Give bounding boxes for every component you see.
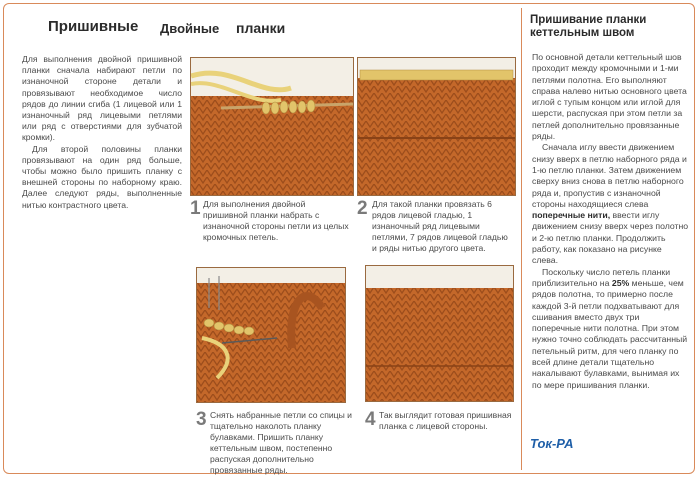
intro-text	[22, 54, 182, 211]
watermark: Ток-РА	[530, 436, 574, 451]
right-paragraph-2	[532, 142, 690, 266]
photo-step-4	[365, 265, 514, 402]
right-p2-part-a: Сначала иглу ввести движением снизу вверх в петлю наборного ряда и 1-ю петлю планки. Затем движением сверху вниз снова в петлю наборного ряда и, пропустив с изнаночной стороны находящиеся слева	[532, 142, 687, 209]
step-text-1: Для выполнения двойной пришивной планки набрать с изнаночной стороны петли из целых кромочных петель.	[203, 199, 349, 242]
intro-paragraph-2: Для второй половины планки провязывают на один ряд больше, чтобы можно было пришить планку с внешней стороны по наборному краю. Далее следуют ряды, выполненные нитью контрастного цвета.	[22, 143, 182, 210]
caption-step-4	[365, 410, 515, 432]
column-divider	[521, 8, 522, 470]
step-text-3: Снять набранные петли со спицы и тщательно наколоть планку булавками. Пришить планку кеттельным швом, постепенно распуская дополнительно провязанные ряды.	[210, 410, 352, 475]
caption-step-3	[196, 410, 356, 476]
step-text-2: Для такой планки провязать 6 рядов лицевой гладью, 1 изнаночный ряд лицевыми петлями, 7 рядов лицевой гладью и ряды нитью другого цвета.	[372, 199, 508, 253]
title-word-2: Двойные	[160, 21, 220, 36]
right-p3-part-b: меньше, чем рядов полотна, то примерно после каждой 3-й петли подхватывают для сшивания вместо двух три поперечные нити полотна. При этом нужно точно соблюдать рассчитанный петельный ритм, для чего планку по всей длине детали тщательно накалывают булавками, вынимая их по мере пришивания планки.	[532, 277, 688, 390]
step-number-2: 2	[357, 198, 368, 219]
right-title: Пришивание планки кеттельным швом	[530, 14, 647, 39]
caption-step-1	[190, 199, 352, 243]
right-p2-bold: поперечные нити,	[532, 210, 611, 221]
caption-step-2	[357, 199, 514, 254]
right-p3-percent: 25%	[611, 277, 630, 288]
right-paragraph-3	[532, 267, 690, 391]
step-number-4: 4	[365, 409, 376, 430]
photo-step-2	[357, 57, 516, 196]
photo-step-3	[196, 267, 346, 403]
right-paragraph-1: По основной детали кеттельный шов проходит между кромочными и 1-ми петлями полотна. Его выполняют справа налево нитью основного цвета иглой с тупым концом или иглой для шерсти, распуская при этом петли за петлей дополнительно провязанные ряды.	[532, 52, 687, 142]
step-text-4: Так выглядит готовая пришивная планка с лицевой стороны.	[379, 410, 512, 431]
title-word-1: Пришивные	[48, 18, 139, 35]
right-p2-part-b: ввести иглу движением снизу вверх через полотно и 2-ю петлю планки. Продолжить работу, как показано на рисунке слева.	[532, 210, 689, 266]
title-word-3: планки	[236, 20, 286, 36]
right-body	[532, 52, 690, 391]
step-number-3: 3	[196, 409, 207, 430]
right-p3-part-a: Поскольку число петель планки приблизительно на	[532, 266, 671, 288]
step-number-1: 1	[190, 198, 201, 219]
intro-paragraph-1: Для выполнения двойной пришивной планки сначала набирают петли по изнаночной стороне детали и провязывают необходимое число рядов до линии сгиба (1 лицевой или 1 изнаночный ряд лицевыми петлями или ряд с отверстиями для зубчатой кромки).	[22, 54, 182, 143]
photo-step-1	[190, 57, 354, 196]
